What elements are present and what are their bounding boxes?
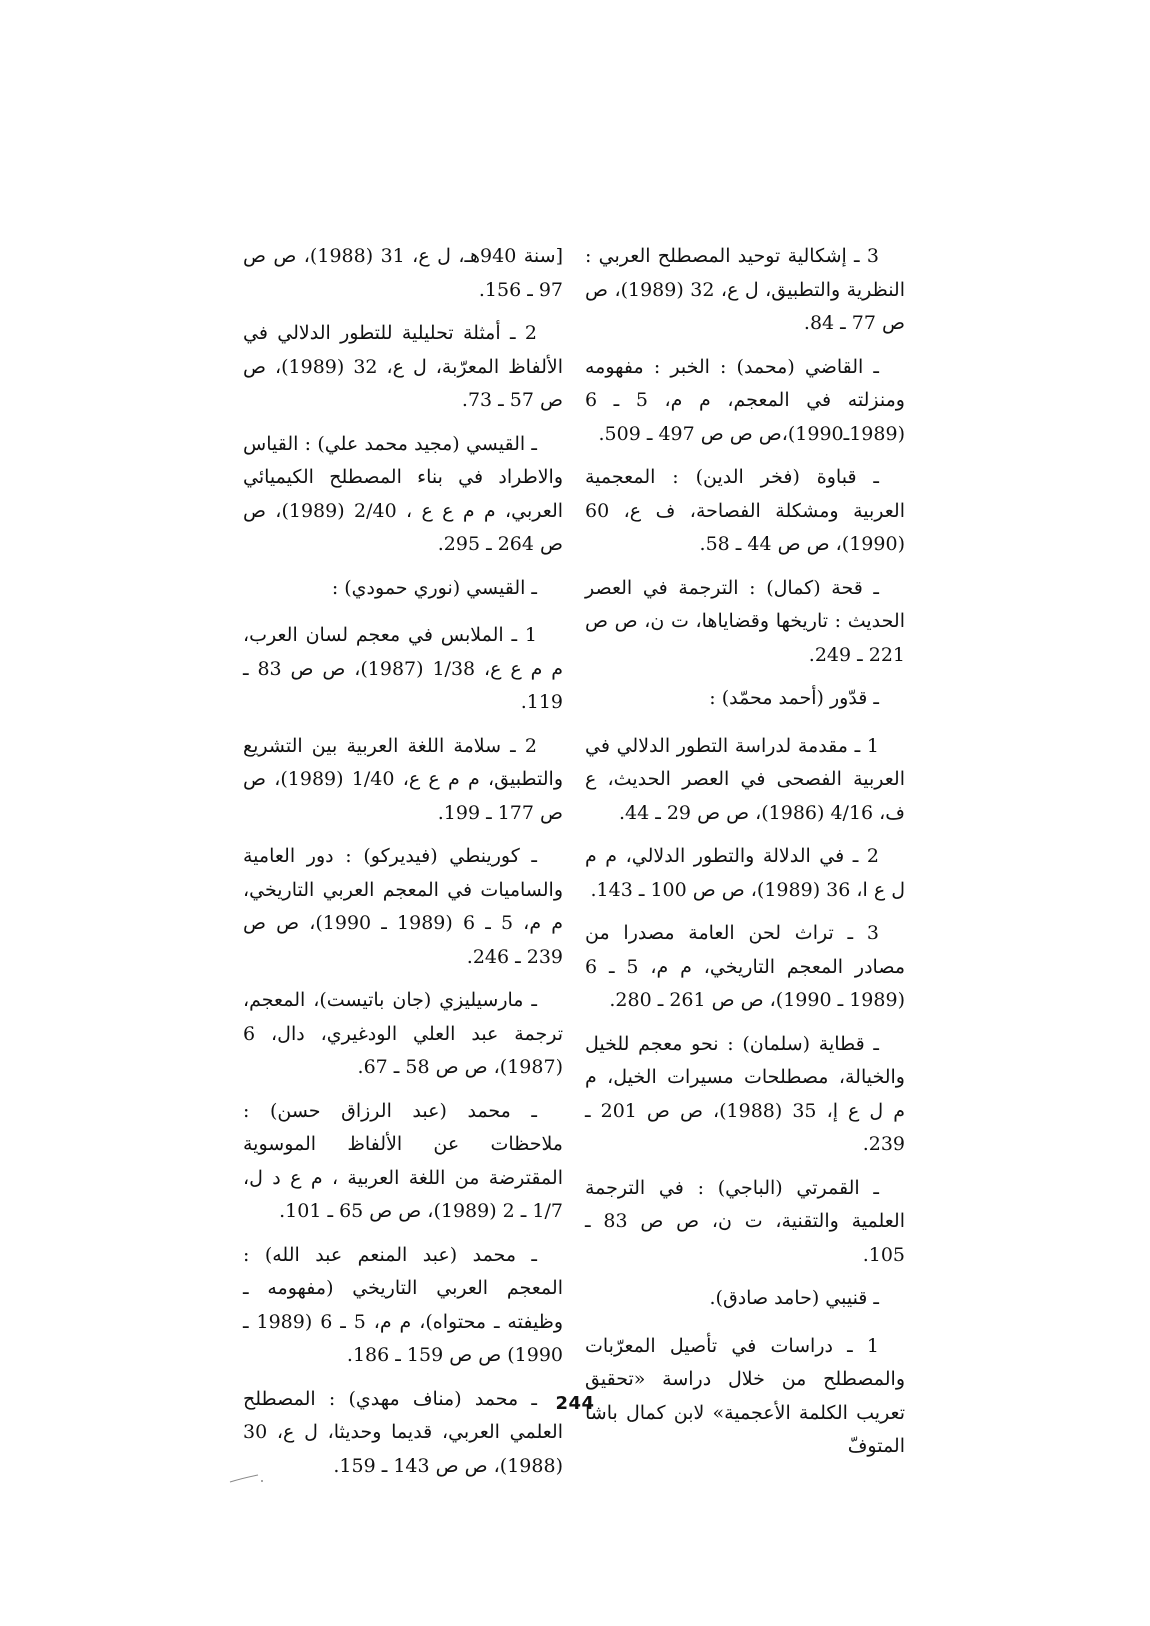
- bibliography-entry: ـ قطاية (سلمان) : نحو معجم للخيل والخيالة، مصطلحات مسيرات الخيل، م م ل ع إ، 35 (1988)، ص ص 201 ـ 239.: [585, 1032, 906, 1155]
- bibliography-entry: 2 ـ أمثلة تحليلية للتطور الدلالي في الألفاظ المعرّبة، ل ع، 32 (1989)، ص ص 57 ـ 73.: [243, 322, 563, 411]
- bibliography-entry: ـ محمد (مناف مهدي) : المصطلح العلمي العربي، قديما وحديثا، ل ع، 30 (1988)، ص ص 143 ـ 159.: [243, 1387, 563, 1477]
- bibliography-entry: 1 ـ الملابس في معجم لسان العرب، م م ع ع، 1/38 (1987)، ص ص 83 ـ 119.: [243, 624, 564, 713]
- bibliography-entry: 1 ـ دراسات في تأصيل المعرّبات والمصطلح من خلال دراسة «تحقيق تعريب الكلمة الأعجمية» لابن كمال باشا المتوفّ: [585, 1334, 905, 1457]
- bibliography-entry: ـ قباوة (فخر الدين) : المعجمية العربية ومشكلة الفصاحة، ف ع، 60 (1990)، ص ص 44 ـ 58.: [585, 466, 905, 555]
- bibliography-entry: ـ القاضي (محمد) : الخبر : مفهومه ومنزلته في المعجم، م م، 5 ـ 6 (1989ـ1990)،ص ص ص 497 ـ 509.: [585, 355, 905, 445]
- author-heading: ـ قدّور (أحمد محمّد) :: [709, 687, 879, 709]
- bibliography-entry: ـ القيسي (مجيد محمد علي) : القياس والاطراد في بناء المصطلح الكيميائي العربي، م م ع ع ، 2/40 (1989)، ص ص 264 ـ 295.: [243, 432, 564, 555]
- bibliography-entry: 3 ـ إشكالية توحيد المصطلح العربي : النظرية والتطبيق، ل ع، 32 (1989)، ص ص 77 ـ 84.: [585, 245, 905, 334]
- bibliography-entry: 2 ـ في الدلالة والتطور الدلالي، م م ل ع ا، 36 (1989)، ص ص 100 ـ 143.: [585, 845, 905, 901]
- scan-mark-decoration: [228, 1466, 288, 1486]
- bibliography-entry: ـ القمرتي (الباجي) : في الترجمة العلمية والتقنية، ت ن، ص ص 83 ـ 105.: [585, 1176, 905, 1266]
- bibliography-entry: 3 ـ تراث لحن العامة مصدرا من مصادر المعجم التاريخي، م م، 5 ـ 6 (1989 ـ 1990)، ص ص 261 ـ 280.: [585, 922, 905, 1011]
- page-number: 244: [555, 1393, 595, 1414]
- author-heading: ـ القيسي (نوري حمودي) :: [331, 576, 537, 599]
- bibliography-entry: ـ محمد (عبد الرزاق حسن) : ملاحظات عن الألفاظ الموسوية المقترضة من اللغة العربية ، م ع د ل، 1/7 ـ 2 (1989)، ص ص 65 ـ 101.: [243, 1099, 563, 1222]
- bibliography-entry: ـ كورينطي (فيديركو) : دور العامية والساميات في المعجم العربي التاريخي، م م، 5 ـ 6 (1989 ـ 1990)، ص ص 239 ـ 246.: [243, 845, 563, 968]
- bibliography-entry: ـ مارسيليزي (جان باتيست)، المعجم، ترجمة عبد العلي الودغيري، دال، 6 (1987)، ص ص 58 ـ 67.: [243, 989, 563, 1078]
- bibliography-entry: 1 ـ مقدمة لدراسة التطور الدلالي في العربية الفصحى في العصر الحديث، ع ف، 4/16 (1986)، ص ص 29 ـ 44.: [585, 734, 905, 824]
- bibliography-entry: ـ قحة (كمال) : الترجمة في العصر الحديث : تاريخها وقضاياها، ت ن، ص ص 221 ـ 249.: [585, 576, 905, 666]
- bibliography-entry: 2 ـ سلامة اللغة العربية بين التشريع والتطبيق، م م ع ع، 1/40 (1989)، ص ص 177 ـ 199.: [243, 734, 563, 824]
- bibliography-entry: [سنة 940هـ، ل ع، 31 (1988)، ص ص 97 ـ 156.: [243, 245, 563, 301]
- author-heading: ـ قنيبي (حامد صادق).: [709, 1287, 879, 1309]
- bibliography-entry: ـ محمد (عبد المنعم عبد الله) : المعجم العربي التاريخي (مفهومه ـ وظيفته ـ محتواه)، م م، 5 ـ 6 (1989 ـ 1990) ص ص 159 ـ 186.: [243, 1243, 563, 1366]
- right-column: [585, 240, 905, 1474]
- left-column: [243, 240, 563, 1493]
